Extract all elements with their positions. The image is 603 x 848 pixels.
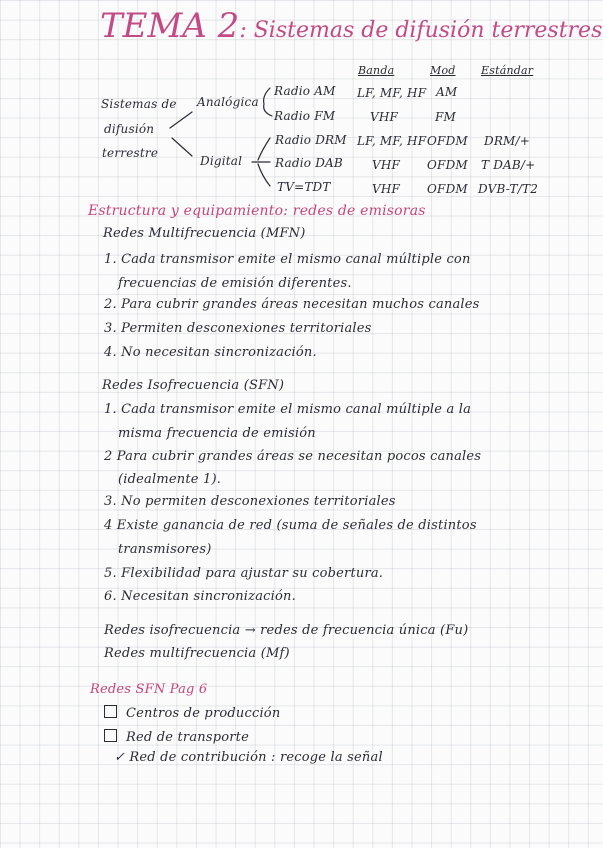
note-line: ✓ Red de contribución : recoge la señal bbox=[114, 750, 383, 765]
section-heading-estructura: Estructura y equipamiento: redes de emisoras bbox=[88, 203, 426, 219]
checklist-item bbox=[104, 729, 249, 745]
row-mod: OFDM bbox=[427, 182, 468, 196]
mfn-title: Redes Multifrecuencia (MFN) bbox=[103, 226, 306, 241]
sfn-item: misma frecuencia de emisión bbox=[118, 426, 316, 441]
group-analogica: Analógica bbox=[197, 95, 259, 109]
row-mod: FM bbox=[435, 110, 457, 124]
row-estandar: T DAB/+ bbox=[481, 158, 536, 172]
row-mod: AM bbox=[436, 85, 458, 99]
checklist-label: Centros de producción bbox=[126, 706, 281, 721]
sfn-item: 2 Para cubrir grandes áreas se necesitan pocos canales bbox=[104, 449, 482, 464]
root-label-line3: terrestre bbox=[102, 146, 159, 160]
sfn-item: 5. Flexibilidad para ajustar su cobertura. bbox=[104, 566, 384, 581]
root-label-line2: difusión bbox=[104, 122, 155, 136]
sfn-item: (idealmente 1). bbox=[118, 472, 222, 487]
checklist-item bbox=[104, 705, 280, 721]
root-label-line1: Sistemas de bbox=[101, 97, 177, 111]
mfn-item: 3. Permiten desconexiones territoriales bbox=[104, 321, 372, 336]
group-digital: Digital bbox=[200, 154, 243, 168]
row-banda: LF, MF, HF bbox=[357, 86, 427, 100]
header-estandar: Estándar bbox=[481, 64, 534, 77]
row-label: Radio AM bbox=[274, 84, 336, 98]
row-estandar: DRM/+ bbox=[484, 134, 531, 148]
row-banda: VHF bbox=[372, 182, 401, 196]
sfn-item: transmisores) bbox=[118, 542, 212, 557]
checkbox[interactable] bbox=[104, 705, 117, 718]
mfn-item: frecuencias de emisión diferentes. bbox=[118, 276, 352, 291]
checkbox[interactable] bbox=[104, 729, 117, 742]
sfn-title: Redes Isofrecuencia (SFN) bbox=[102, 378, 285, 393]
row-banda: VHF bbox=[372, 158, 401, 172]
header-mod: Mod bbox=[430, 64, 456, 77]
sfn-item: 3. No permiten desconexiones territoriales bbox=[104, 494, 396, 509]
mfn-item: 4. No necesitan sincronización. bbox=[104, 345, 317, 360]
header-banda: Banda bbox=[358, 64, 395, 77]
checklist-label: Red de transporte bbox=[126, 730, 249, 745]
row-banda: LF, MF, HF bbox=[357, 134, 427, 148]
summary-line: Redes isofrecuencia → redes de frecuencia única (Fu) bbox=[104, 623, 469, 638]
row-estandar: DVB-T/T2 bbox=[478, 182, 539, 196]
section-heading-redes-sfn: Redes SFN Pag 6 bbox=[90, 682, 208, 697]
sfn-item: 4 Existe ganancia de red (suma de señales de distintos bbox=[104, 518, 477, 533]
row-label: Radio DRM bbox=[275, 133, 347, 147]
row-mod: OFDM bbox=[427, 134, 468, 148]
sfn-item: 6. Necesitan sincronización. bbox=[104, 589, 296, 604]
row-label: TV=TDT bbox=[277, 180, 331, 194]
row-mod: OFDM bbox=[427, 158, 468, 172]
title-sub: : Sistemas de difusión terrestres bbox=[239, 18, 603, 43]
row-label: Radio FM bbox=[274, 109, 336, 123]
mfn-item: 1. Cada transmisor emite el mismo canal múltiple con bbox=[104, 252, 471, 267]
row-label: Radio DAB bbox=[275, 156, 343, 170]
row-banda: VHF bbox=[370, 110, 399, 124]
sfn-item: 1. Cada transmisor emite el mismo canal múltiple a la bbox=[104, 402, 472, 417]
title-main: TEMA 2 bbox=[100, 6, 240, 46]
mfn-item: 2. Para cubrir grandes áreas necesitan muchos canales bbox=[104, 297, 480, 312]
summary-line: Redes multifrecuencia (Mf) bbox=[104, 646, 290, 661]
